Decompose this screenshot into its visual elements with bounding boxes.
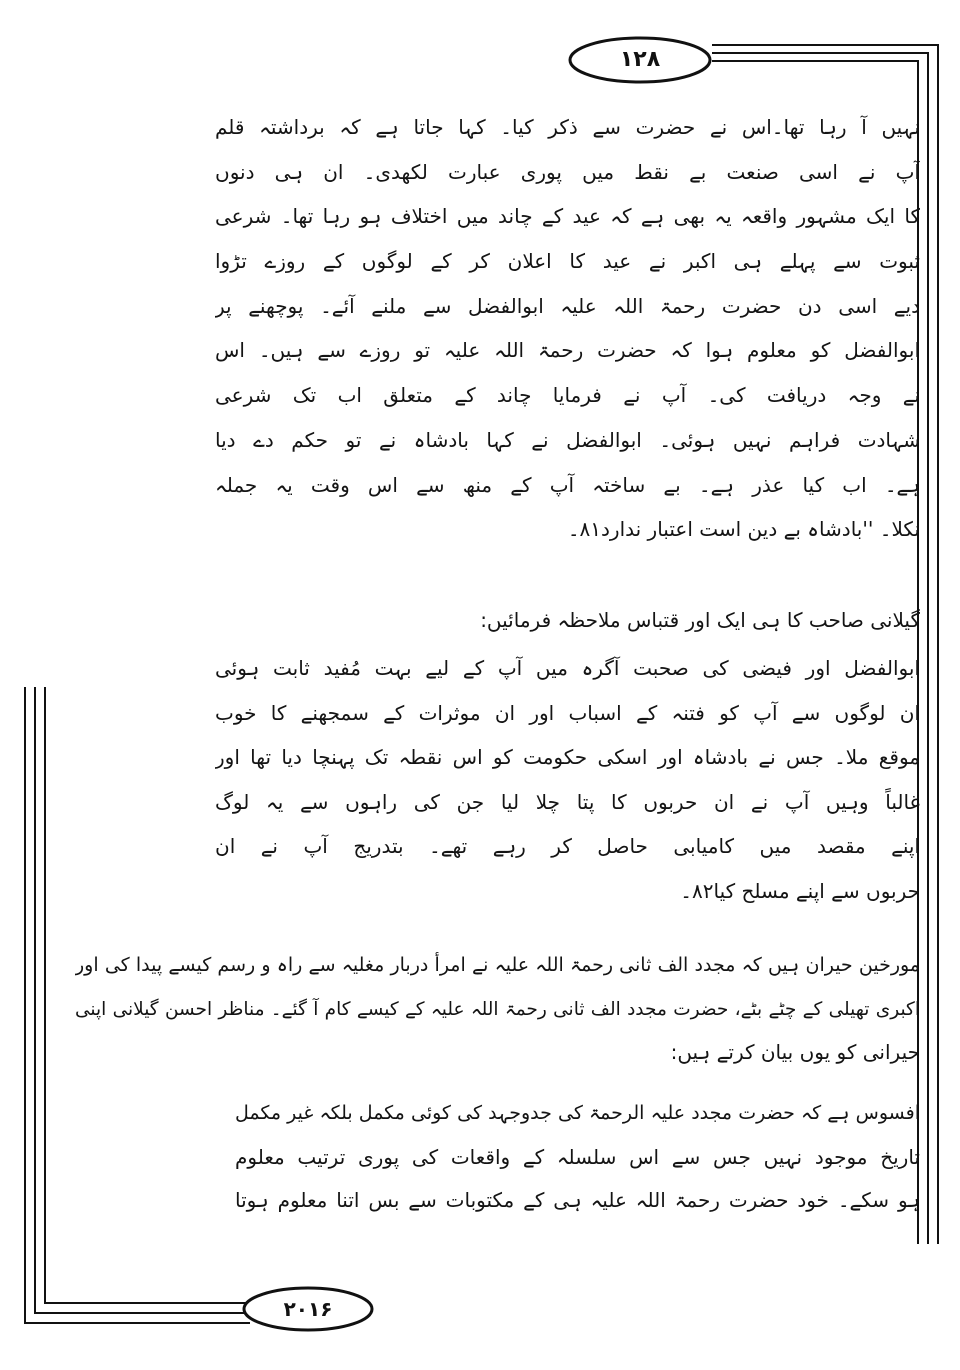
text-line: ہے۔ اب کیا عذر ہے۔ بے ساختہ آپ کے منھ سے اس وقت یہ جملہ [215, 472, 920, 497]
text-line: اپنے مقصد میں کامیابی حاصل کر رہے تھے۔ بتدریج آپ نے ان [215, 834, 920, 858]
intro-line-2 [440, 598, 920, 642]
text-line: ہو سکے۔ خود حضرت رحمۃ اللہ علیہ ہی کے مکتوبات سے بس اتنا معلوم ہوتا [235, 1188, 920, 1212]
text-line: شہادت فراہم نہیں ہوئی۔ ابوالفضل نے کہا بادشاہ نے تو حکم دے دیا [215, 427, 920, 452]
text-line: افسوس ہے کہ حضرت مجدد علیہ الرحمۃ کی جدوجہد کی کوئی مکمل بلکہ غیر مکمل [235, 1102, 920, 1124]
text-line: ابوالفضل اور فیضی کی صحبت آگرہ میں آپ کے لیے بہت مُفید ثابت ہوئی [215, 656, 920, 680]
text-line: ثبوت سے پہلے ہی اکبر نے عید کا اعلان کر کے لوگوں کے روزے تڑوا [215, 249, 920, 274]
quote-block-2 [215, 646, 920, 913]
text-line: نکلا۔ ''بادشاہ بے دین است اعتبار ندارد۸۱۔ [567, 517, 920, 542]
quote-block-3 [235, 1092, 920, 1223]
text-line: مورخین حیران ہیں کہ مجدد الف ثانی رحمۃ اللہ علیہ نے امرأ دربار مغلیہ سے راہ و رسم کیسے پیدا کی اور [75, 954, 920, 976]
bottom-page-number: ۲۰۱۶ [283, 1297, 333, 1321]
text-line: دیے اسی دن حضرت رحمۃ اللہ علیہ ابوالفضل سے ملنے آئے۔ پوچھنے پر [215, 293, 920, 318]
text-line: نے وجہ دریافت کی۔ آپ نے فرمایا چاند کے متعلق اب تک شرعی [215, 383, 920, 408]
text-line: نہیں آ رہا تھا۔اس نے حضرت سے ذکر کیا۔ کہا جاتا ہے کہ برداشتہ قلم [215, 115, 920, 139]
paragraph-3 [75, 944, 920, 1075]
text-line: غالباً وہیں آپ نے ان حربوں کا پتا چلا لیا جن کی راہوں سے یہ لوگ [215, 789, 920, 814]
text-line: آپ نے اسی صنعت بے نقط میں پوری عبارت لکھدی۔ ان ہی دنوں [215, 159, 920, 184]
text-line: ابوالفضل کو معلوم ہوا کہ حضرت رحمۃ اللہ علیہ تو روزے سے ہیں۔ اس [215, 338, 920, 363]
text-line: گیلانی صاحب کا ہی ایک اور قتباس ملاحظہ فرمائیں: [480, 608, 920, 632]
text-line: اکبری تھیلی کے چٹے بٹے، حضرت مجدد الف ثانی رحمۃ اللہ علیہ کے کیسے کام آ گئے۔ مناظر احسن گیلانی اپنی [75, 998, 920, 1020]
text-line: حیرانی کو یوں بیان کرتے ہیں: [670, 1040, 920, 1064]
text-line: تاریخ موجود نہیں جس سے اس سلسلہ کے واقعات کی پوری ترتیب معلوم [235, 1144, 920, 1169]
text-line: ان لوگوں سے آپ کو فتنہ کے اسباب اور ان موثرات کے سمجھنے کا خوب [215, 700, 920, 725]
quote-block-1 [215, 105, 920, 552]
text-line: کا ایک مشہور واقعہ یہ بھی ہے کہ عید کے چاند میں اختلاف ہو رہا تھا۔ شرعی [215, 204, 920, 229]
text-line: موقع ملا۔ جس نے بادشاہ اور اسکی حکومت کو اس نقطہ تک پہنچا دیا تھا اور [215, 745, 920, 769]
text-line: حربوں سے اپنے مسلح کیا۸۲۔ [680, 878, 920, 903]
top-page-number: ۱۲۸ [619, 47, 661, 72]
